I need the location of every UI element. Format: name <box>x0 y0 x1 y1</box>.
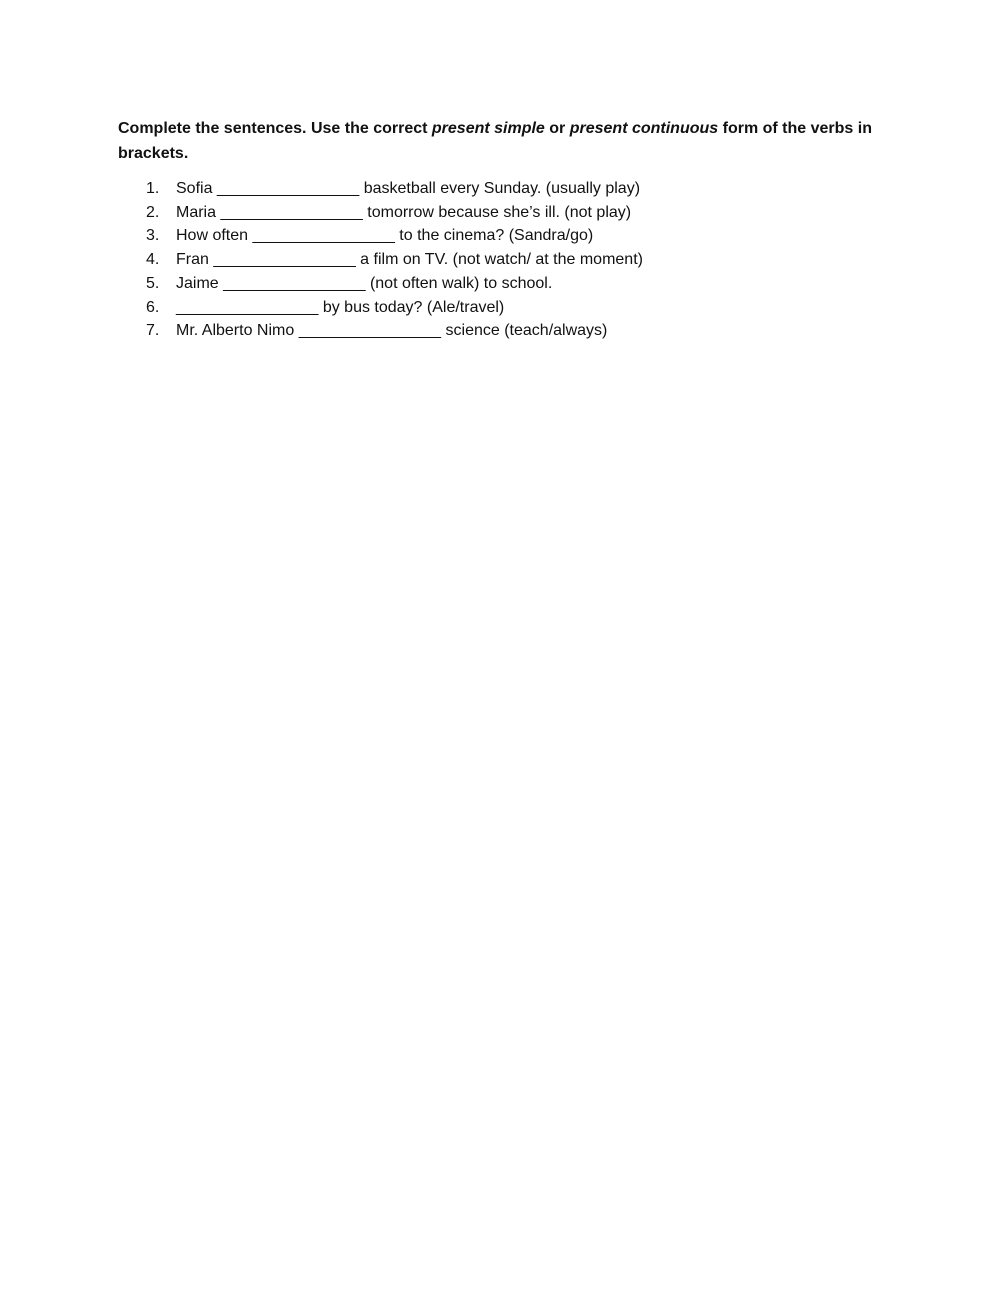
item-number: 6. <box>146 298 160 316</box>
exercise-item <box>146 201 643 225</box>
item-text: Jaime ________________ (not often walk) to school. <box>176 274 553 292</box>
instructions-part2: or <box>544 120 570 137</box>
item-text: How often ________________ to the cinema? (Sandra/go) <box>176 227 594 245</box>
item-number: 7. <box>146 322 160 340</box>
instructions <box>118 116 878 166</box>
item-text: Mr. Alberto Nimo ________________ science (teach/always) <box>176 322 608 340</box>
exercise-item <box>146 319 643 343</box>
instructions-part1: Complete the sentences. Use the correct <box>118 120 432 137</box>
exercise-item <box>146 296 643 320</box>
item-text: Maria ________________ tomorrow because she’s ill. (not play) <box>176 203 632 221</box>
item-text: ________________ by bus today? (Ale/travel) <box>176 298 505 316</box>
item-text: Sofia ________________ basketball every Sunday. (usually play) <box>176 180 641 197</box>
exercise-item <box>146 177 643 201</box>
exercise-item <box>146 248 643 272</box>
item-number: 1. <box>146 180 160 197</box>
instructions-italic-present-simple: present simple <box>431 120 545 137</box>
item-number: 2. <box>146 203 160 221</box>
instructions-part3: form of the verbs in brackets. <box>118 120 872 162</box>
exercise-item <box>146 272 643 296</box>
instructions-italic-present-continuous: present continuous <box>569 120 719 137</box>
item-number: 4. <box>146 251 160 269</box>
item-number: 3. <box>146 227 160 245</box>
item-text: Fran ________________ a film on TV. (not watch/ at the moment) <box>176 251 643 269</box>
item-number: 5. <box>146 274 160 292</box>
exercise-item <box>146 224 643 248</box>
exercise-list <box>146 177 643 343</box>
